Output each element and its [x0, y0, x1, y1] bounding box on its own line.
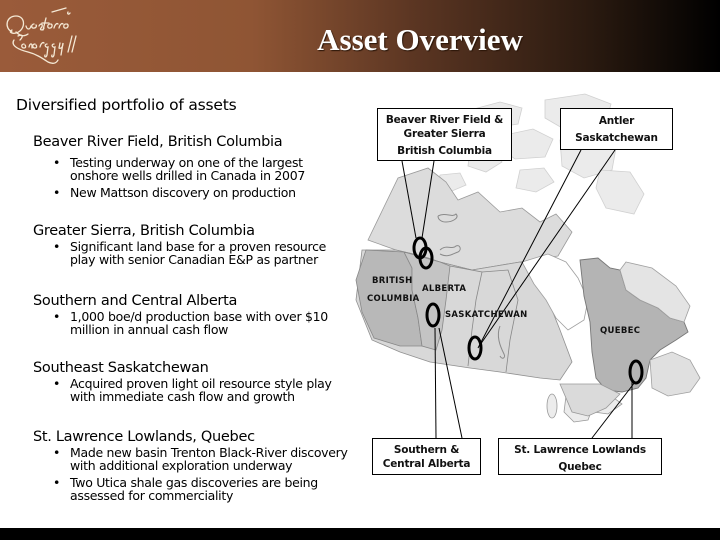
bullet-icon: •: [53, 155, 61, 170]
callout-antler-saskatchewan: Antler Saskatchewan: [560, 108, 673, 150]
label-saskatchewan: SASKATCHEWAN: [445, 310, 528, 320]
bullet-icon: •: [53, 376, 61, 391]
page-title: Asset Overview: [317, 22, 523, 57]
callout-beaver-river-greater-sierra: Beaver River Field & Greater Sierra British Columbia: [377, 108, 512, 161]
callout-southern-central-alberta: Southern & Central Alberta: [372, 438, 481, 475]
bullet-item: • Testing underway on one of the largest onshore wells drilled in Canada in 2007: [53, 155, 306, 183]
section-title: Southeast Saskatchewan: [33, 360, 209, 376]
section-title: Greater Sierra, British Columbia: [33, 223, 255, 239]
label-quebec: QUEBEC: [600, 326, 641, 336]
bullet-icon: •: [53, 445, 61, 460]
bullet-item: • Two Utica shale gas discoveries are being assessed for commerciality: [53, 475, 318, 503]
section-title: Beaver River Field, British Columbia: [33, 134, 283, 150]
footer-bar: [0, 528, 720, 540]
bullet-icon: •: [53, 185, 61, 200]
label-alberta: ALBERTA: [422, 284, 467, 294]
section-title: St. Lawrence Lowlands, Quebec: [33, 429, 255, 445]
bullet-icon: •: [53, 239, 61, 254]
bullet-item: • New Mattson discovery on production: [53, 185, 296, 200]
bullet-item: • 1,000 boe/d production base with over $10 million in annual cash flow: [53, 309, 328, 337]
bullet-icon: •: [53, 309, 61, 324]
bullet-item: • Acquired proven light oil resource style play with immediate cash flow and growth: [53, 376, 332, 404]
callout-st-lawrence-lowlands: St. Lawrence Lowlands Quebec: [498, 438, 662, 475]
main-heading: Diversified portfolio of assets: [16, 96, 237, 114]
section-title: Southern and Central Alberta: [33, 293, 238, 309]
label-british: BRITISH: [372, 276, 413, 286]
label-columbia: COLUMBIA: [367, 294, 420, 304]
bullet-icon: •: [53, 475, 61, 490]
bullet-item: • Made new basin Trenton Black-River discovery with additional exploration underway: [53, 445, 348, 473]
atlantic-region: [650, 352, 700, 396]
bullet-item: • Significant land base for a proven resource play with senior Canadian E&P as partner: [53, 239, 327, 267]
